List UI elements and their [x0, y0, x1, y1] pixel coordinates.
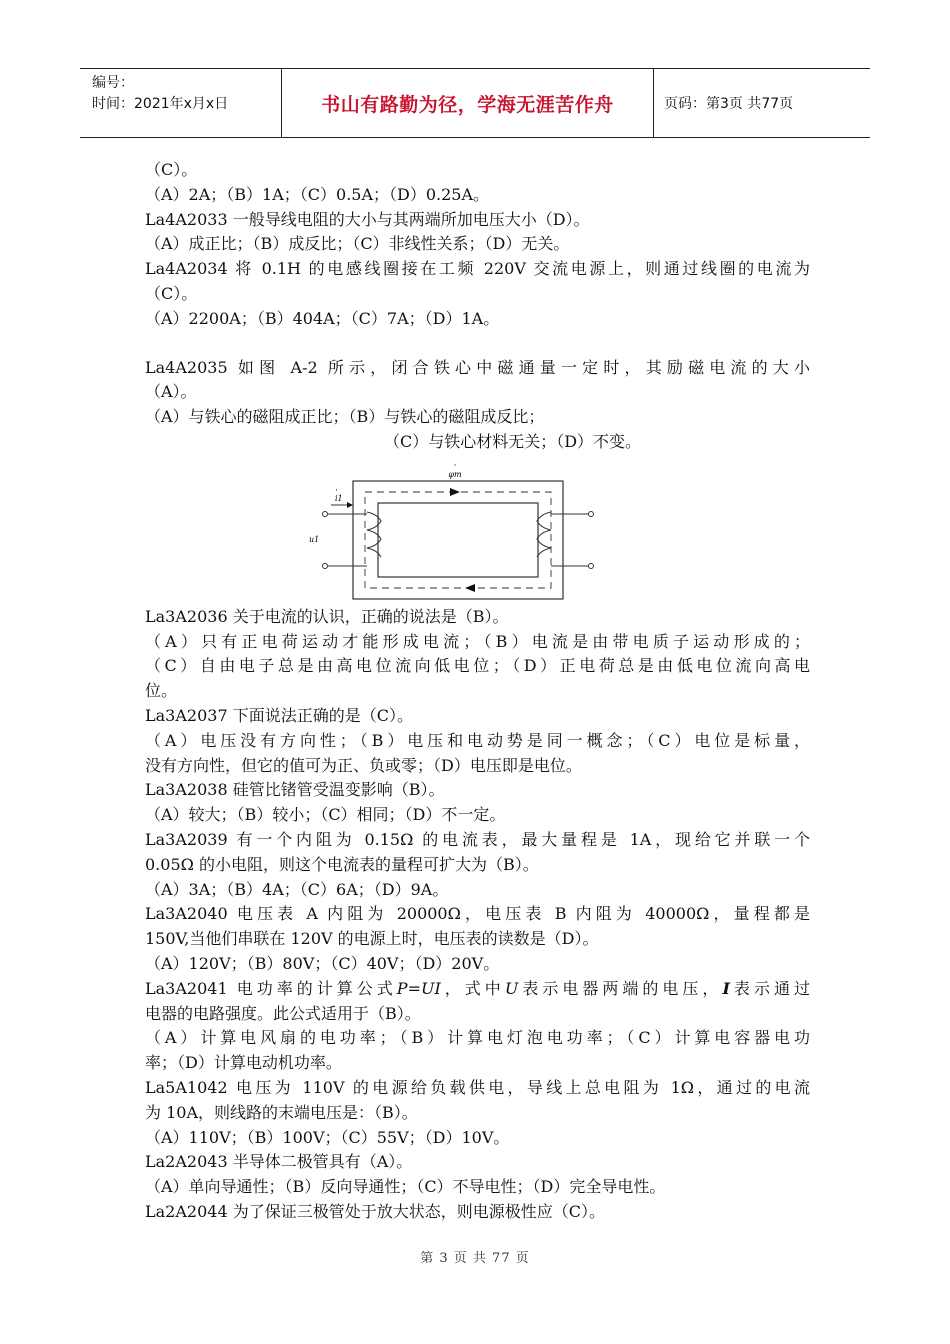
- flux-path: [365, 492, 551, 588]
- text-line: La4A2033 一般导线电阻的大小与其两端所加电压大小（D）。: [145, 209, 590, 229]
- figure-a2: [145, 455, 810, 605]
- text-line: （C）自由电子总是由高电位流向低电位；（D）正电荷总是由低电位流向高电: [145, 656, 810, 676]
- text-line: 率；（D）计算电动机功率。: [145, 1053, 342, 1073]
- text-line: La2A2043 半导体二极管具有（A）。: [145, 1152, 413, 1172]
- text-fragment: ，式中: [440, 978, 505, 998]
- text-line: La3A2039 有一个内阻为 0.15Ω 的电流表，最大量程是 1A，现给它并联一个: [145, 829, 810, 849]
- text-line: （C）与铁心材料无关；（D）不变。: [383, 431, 642, 451]
- core-outer: [353, 481, 563, 599]
- text-line: La2A2044 为了保证三极管处于放大状态，则电源极性应（C）。: [145, 1201, 605, 1221]
- page-header: [80, 68, 870, 138]
- flux-arrow-right: [450, 488, 460, 496]
- blank-line: [145, 332, 810, 356]
- text-line: La3A2036 关于电流的认识，正确的说法是（B）。: [145, 606, 509, 626]
- text-line: 没有方向性，但它的值可为正、负或零；（D）电压即是电位。: [145, 755, 582, 775]
- terminal: [323, 563, 328, 568]
- header-date: 时间：2021年x月x日: [92, 96, 229, 112]
- text-line: La3A2040 电压表 A 内阻为 20000Ω，电压表 B 内阻为 40000Ω，量程都是: [145, 904, 810, 924]
- text-line: （A）2A；（B）1A；（C）0.5A；（D）0.25A。: [145, 184, 490, 204]
- text-line: （A）单向导通性；（B）反向导通性；（C）不导电性；（D）完全导电性。: [145, 1177, 666, 1197]
- text-line: （A）110V；（B）100V；（C）55V；（D）10V。: [145, 1127, 510, 1147]
- text-line: （A）较大；（B）较小；（C）相同；（D）不一定。: [145, 805, 506, 825]
- header-page-info: 页码：第3页 共77页: [664, 96, 794, 112]
- current-arrow-head: [347, 502, 353, 508]
- text-line: （A）只有正电荷运动才能形成电流；（B）电流是由带电质子运动形成的；: [145, 631, 810, 651]
- terminal: [323, 511, 328, 516]
- page-footer: 第 3 页 共 77 页: [420, 1251, 530, 1266]
- text-line-formula: [145, 977, 810, 1002]
- text-line: 0.05Ω 的小电阻，则这个电流表的量程可扩大为（B）。: [145, 854, 539, 874]
- text-line: （C）。: [145, 160, 198, 179]
- text-line: La3A2038 硅管比锗管受温变影响（B）。: [145, 780, 445, 800]
- magnetic-core-diagram: [305, 457, 605, 605]
- terminal: [589, 511, 594, 516]
- text-line: 电器的电路强度。此公式适用于（B）。: [145, 1003, 421, 1023]
- current-label: i1: [335, 493, 343, 503]
- core-inner: [378, 503, 538, 577]
- text-line: （A）成正比；（B）成反比；（C）非线性关系；（D）无关。: [145, 234, 570, 254]
- text-line: （A）计算电风扇的电功率；（B）计算电灯泡电功率；（C）计算电容器电功: [145, 1028, 810, 1048]
- flux-dot: ·: [453, 460, 457, 471]
- secondary-winding: [537, 512, 551, 557]
- text-line: （A）。: [145, 382, 197, 402]
- current-dot: ·: [335, 485, 338, 496]
- text-fragment: 表示电器两端的电压，: [518, 978, 723, 998]
- text-line: La3A2037 下面说法正确的是（C）。: [145, 705, 413, 725]
- text-line: La4A2035 如图 A-2 所示，闭合铁心中磁通量一定时，其励磁电流的大小: [145, 357, 810, 377]
- text-line: （C）。: [145, 283, 198, 303]
- header-meta: [80, 69, 282, 137]
- formula-power: P=UI: [396, 978, 441, 998]
- text-line: （A）电压没有方向性；（B）电压和电动势是同一概念；（C）电位是标量，: [145, 730, 810, 750]
- text-line: （A）2200A；（B）404A；（C）7A；（D）1A。: [145, 308, 500, 328]
- primary-winding: [367, 512, 381, 557]
- text-line: La5A1042 电压为 110V 的电源给负载供电，导线上总电阻为 1Ω，通过的电流: [145, 1077, 810, 1097]
- text-line: 为 10A，则线路的末端电压是：（B）。: [145, 1102, 418, 1122]
- text-line: 位。: [145, 681, 178, 701]
- voltage-label: u1: [309, 534, 320, 544]
- flux-label: φm: [448, 469, 462, 479]
- formula-voltage-symbol: U: [504, 978, 519, 998]
- header-motto-cell: [282, 69, 654, 137]
- header-number: 编号：: [92, 75, 134, 91]
- document-body: [145, 158, 810, 1225]
- flux-arrow-left: [465, 584, 475, 592]
- formula-current-symbol: I: [722, 978, 730, 998]
- terminal: [589, 563, 594, 568]
- text-fragment: 表示通过: [729, 978, 810, 998]
- text-fragment: La3A2041 电功率的计算公式: [145, 978, 397, 998]
- text-line: （A）与铁心的磁阻成正比；（B）与铁心的磁阻成反比；: [145, 407, 545, 427]
- text-line: （A）3A；（B）4A；（C）6A；（D）9A。: [145, 879, 449, 899]
- text-line: 150V,当他们串联在 120V 的电源上时，电压表的读数是（D）。: [145, 929, 599, 949]
- text-line: （A）120V；（B）80V；（C）40V；（D）20V。: [145, 953, 500, 973]
- header-motto: 书山有路勤为径，学海无涯苦作舟: [321, 93, 614, 116]
- text-line: La4A2034 将 0.1H 的电感线圈接在工频 220V 交流电源上，则通过线圈的电流为: [145, 259, 810, 279]
